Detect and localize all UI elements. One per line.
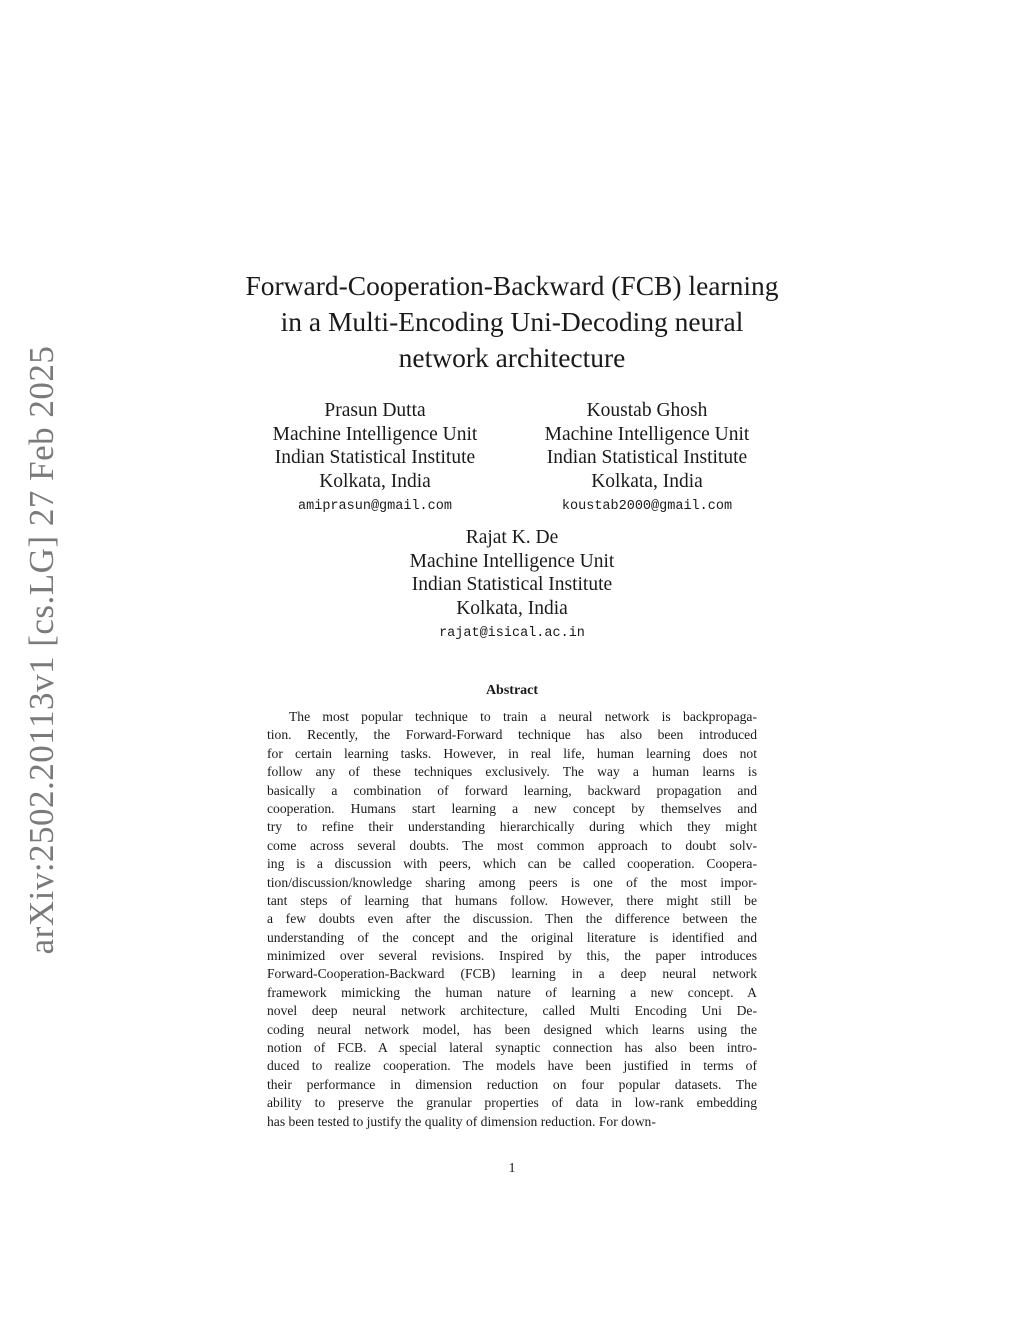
abstract-line: notion of FCB. A special lateral synaptic connection has also been intro- — [267, 1040, 757, 1056]
author-location: Kolkata, India — [456, 597, 568, 619]
abstract-line: Forward-Cooperation-Backward (FCB) learning in a deep neural network — [267, 966, 757, 982]
arxiv-identifier — [12, 345, 72, 955]
author-location: Kolkata, India — [319, 470, 431, 492]
abstract-line: framework mimicking the human nature of learning a new concept. A — [267, 984, 757, 1000]
author-email: koustab2000@gmail.com — [561, 499, 733, 514]
abstract-line: ing is a discussion with peers, which can be called cooperation. Coopera- — [267, 856, 757, 872]
abstract-line: tion/discussion/knowledge sharing among peers is one of the most impor- — [267, 874, 757, 890]
title-line: Forward-Cooperation-Backward (FCB) learning — [245, 270, 779, 301]
abstract-line: basically a combination of forward learning, backward propagation and — [267, 782, 757, 798]
abstract-line: come across several doubts. The most common approach to doubt solv- — [267, 837, 757, 853]
abstract-line: coding neural network model, has been designed which learns using the — [267, 1021, 757, 1037]
abstract-line: their performance in dimension reduction on four popular datasets. The — [267, 1076, 757, 1092]
arxiv-identifier-text: arXiv:2502.20113v1 [cs.LG] 27 Feb 2025 — [22, 345, 61, 955]
abstract-line: understanding of the concept and the original literature is identified and — [267, 929, 757, 945]
abstract-line: minimized over several revisions. Inspired by this, the paper introduces — [267, 948, 757, 964]
author-institute: Indian Statistical Institute — [411, 574, 613, 595]
abstract-line: ability to preserve the granular properties of data in low-rank embedding — [267, 1095, 757, 1111]
author-institute: Indian Statistical Institute — [546, 447, 748, 468]
author-name: Rajat K. De — [465, 527, 559, 548]
title-line: in a Multi-Encoding Uni-Decoding neural — [280, 306, 744, 337]
abstract-line: novel deep neural network architecture, called Multi Encoding Uni De- — [267, 1003, 757, 1019]
title-line: network architecture — [398, 342, 626, 373]
author-institute: Indian Statistical Institute — [274, 447, 476, 468]
abstract-line: try to refine their understanding hierarchically during which they might — [267, 819, 757, 835]
author-block-1 — [240, 399, 510, 515]
abstract-line: has been tested to justify the quality of dimension reduction. For down- — [267, 1113, 656, 1129]
author-block-3 — [362, 526, 662, 642]
paper-title — [200, 268, 824, 376]
abstract-line: for certain learning tasks. However, in real life, human learning does not — [267, 745, 757, 761]
abstract-heading: Abstract — [485, 683, 539, 698]
abstract-line: tion. Recently, the Forward-Forward technique has also been introduced — [267, 727, 757, 743]
page-number: 1 — [508, 1161, 516, 1176]
abstract-line: a few doubts even after the discussion. Then the difference between the — [267, 911, 757, 927]
abstract-line: tant steps of learning that humans follow. However, there might still be — [267, 892, 757, 908]
abstract-body — [267, 708, 757, 1131]
author-location: Kolkata, India — [591, 470, 703, 492]
abstract-line: duced to realize cooperation. The models have been justified in terms of — [267, 1058, 757, 1074]
abstract-line: cooperation. Humans start learning a new concept by themselves and — [267, 800, 757, 816]
author-unit: Machine Intelligence Unit — [544, 423, 750, 445]
author-name: Prasun Dutta — [324, 400, 426, 421]
abstract-line: follow any of these techniques exclusively. The way a human learns is — [267, 764, 757, 780]
author-unit: Machine Intelligence Unit — [409, 550, 615, 572]
author-email: rajat@isical.ac.in — [439, 626, 585, 641]
author-block-2 — [512, 399, 782, 515]
author-email: amiprasun@gmail.com — [298, 499, 452, 514]
abstract-line: The most popular technique to train a neural network is backpropaga- — [289, 709, 757, 724]
author-name: Koustab Ghosh — [586, 400, 708, 421]
author-unit: Machine Intelligence Unit — [272, 423, 478, 445]
